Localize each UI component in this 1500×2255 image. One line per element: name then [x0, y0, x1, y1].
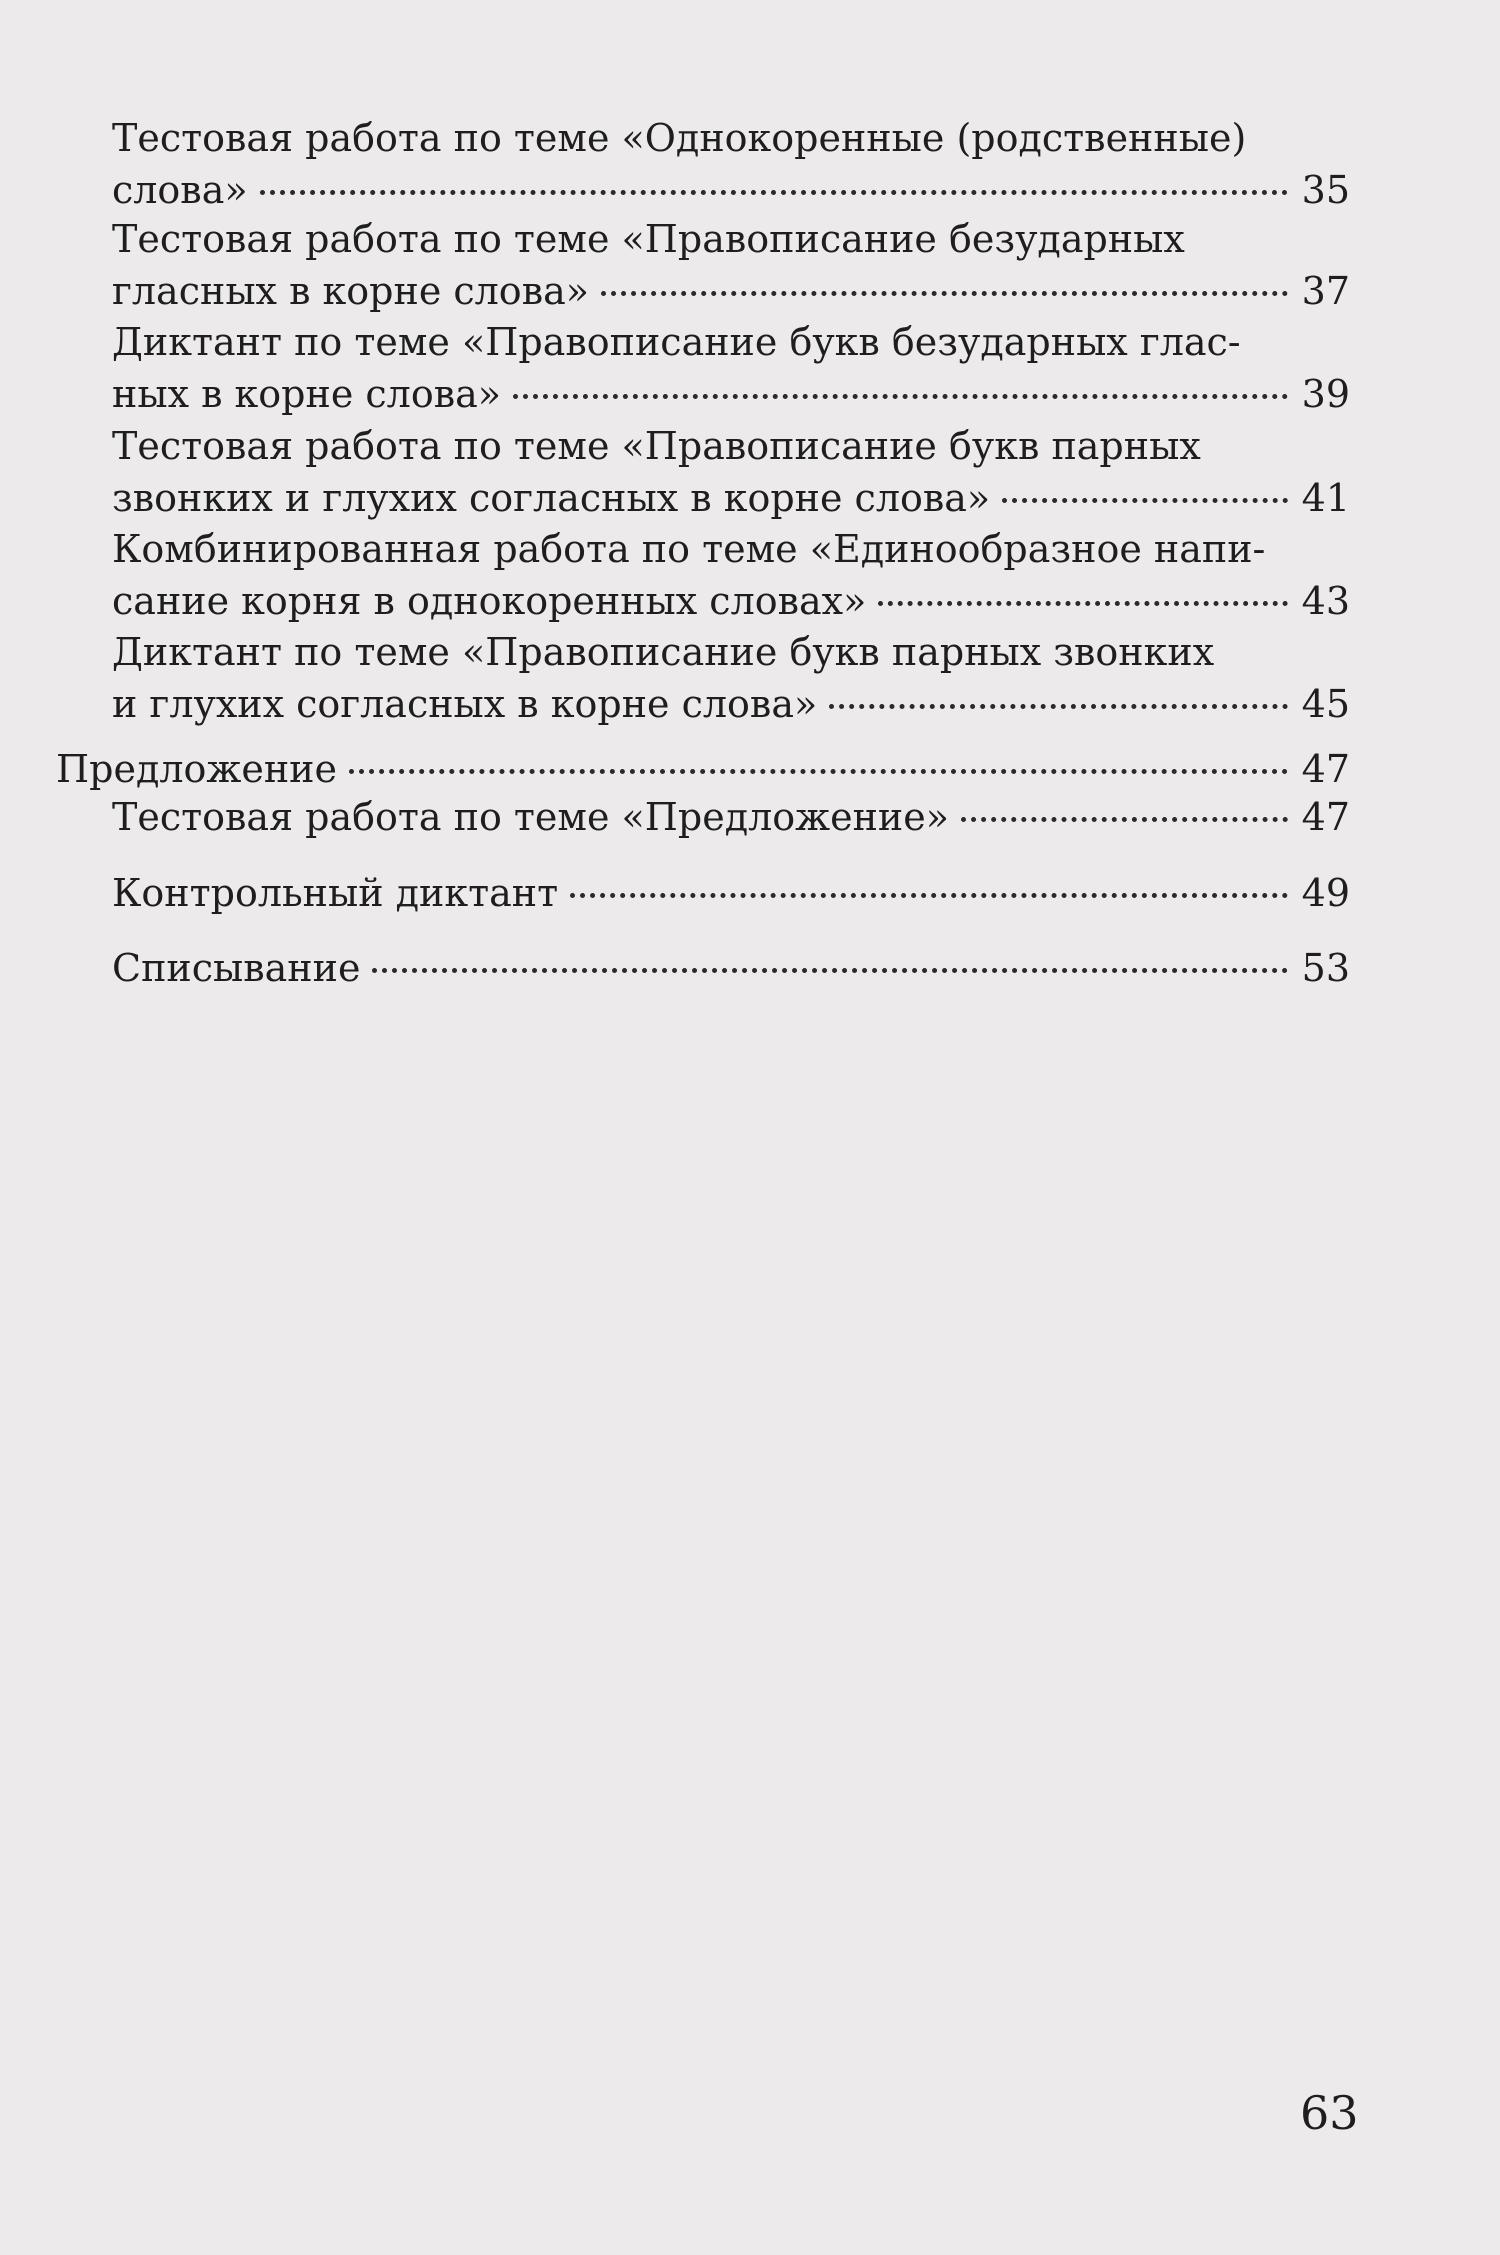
toc-entry-title-line: гласных в корне слова»	[112, 269, 589, 313]
toc-entry	[112, 420, 1350, 524]
toc-entry-title-line: Тестовая работа по теме «Предложение»	[112, 795, 949, 839]
toc-entry	[112, 112, 1350, 216]
toc-entry-page: 41	[1301, 476, 1350, 520]
toc-entry-page: 47	[1301, 795, 1350, 839]
toc-entry-title-line: Тестовая работа по теме «Правописание букв парных	[112, 424, 1201, 468]
dot-leader	[961, 817, 1288, 822]
toc-entry	[112, 791, 1350, 843]
dot-leader	[260, 190, 1288, 195]
toc-entry	[112, 316, 1350, 420]
toc-entry-title-line: Тестовая работа по теме «Правописание безударных	[112, 217, 1185, 261]
dot-leader	[372, 968, 1287, 973]
toc-entry	[56, 743, 1350, 795]
toc-entry	[112, 213, 1350, 317]
toc-entry-title-line: Тестовая работа по теме «Однокоренные (родственные)	[112, 116, 1247, 160]
dot-leader	[513, 394, 1288, 399]
toc-entry	[112, 867, 1350, 919]
dot-leader	[829, 704, 1287, 709]
dot-leader	[349, 769, 1288, 774]
toc-entry-title-line: Контрольный диктант	[112, 871, 559, 915]
toc-entry-title-line: сание корня в однокоренных словах»	[112, 579, 867, 623]
toc-entry-title-line: слова»	[112, 168, 248, 212]
toc-entry-page: 39	[1301, 372, 1350, 416]
toc-entry-page: 37	[1301, 269, 1350, 313]
toc-entry	[112, 523, 1350, 627]
toc-entry-title-line: и глухих согласных в корне слова»	[112, 682, 818, 726]
toc-entry-page: 35	[1301, 168, 1350, 212]
toc-entry-page: 47	[1301, 747, 1350, 791]
dot-leader	[570, 893, 1287, 898]
toc-section-title: Предложение	[56, 747, 337, 791]
toc-entry	[112, 626, 1350, 730]
dot-leader	[601, 291, 1288, 296]
toc-entry-title-line: Диктант по теме «Правописание букв безударных глас-	[112, 320, 1241, 364]
toc-entry-title-line: Списывание	[112, 946, 361, 990]
dot-leader	[1002, 498, 1288, 503]
toc-entry	[112, 942, 1350, 994]
toc-entry-title-line: звонких и глухих согласных в корне слова»	[112, 476, 991, 520]
toc-entry-title-line: Диктант по теме «Правописание букв парных звонких	[112, 630, 1215, 674]
page-number: 63	[1300, 2086, 1359, 2140]
toc-entry-title-line: Комбинированная работа по теме «Единообразное напи-	[112, 527, 1266, 571]
toc-entry-page: 53	[1301, 946, 1350, 990]
toc-entry-page: 49	[1301, 871, 1350, 915]
toc-entry-page: 43	[1301, 579, 1350, 623]
dot-leader	[878, 601, 1287, 606]
toc-entry-page: 45	[1301, 682, 1350, 726]
toc-entry-title-line: ных в корне слова»	[112, 372, 501, 416]
